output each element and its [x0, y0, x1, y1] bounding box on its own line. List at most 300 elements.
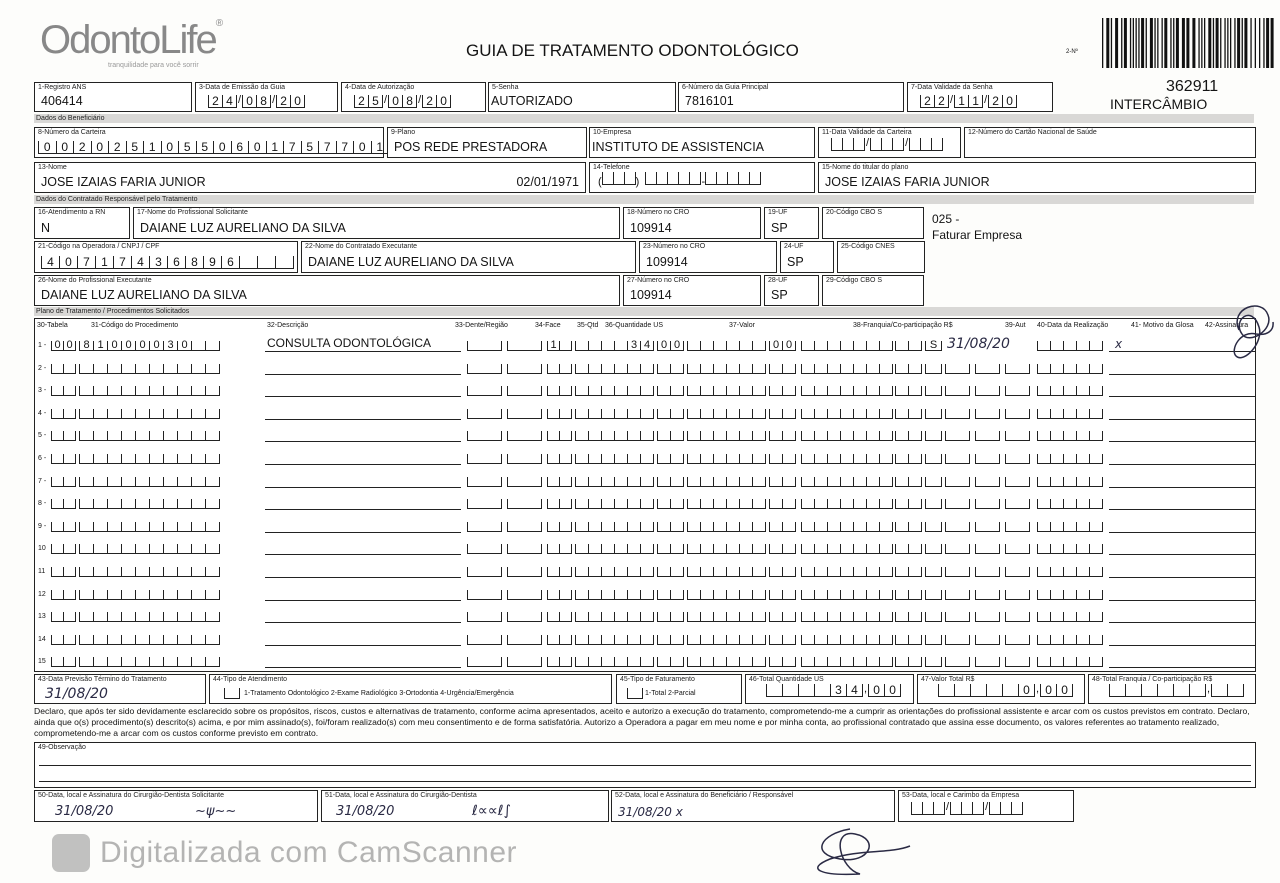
- digit-cell: [870, 138, 881, 151]
- data-month-cell: [975, 477, 1000, 487]
- franquia-dec-cell: [895, 477, 909, 487]
- valor-int-cell: [687, 341, 701, 351]
- codigo-cell: [191, 567, 206, 577]
- franquia-int-cell: [866, 499, 880, 509]
- codigo-cell: [135, 499, 150, 509]
- label: 48-Total Franquia / Co-participação R$: [1092, 676, 1213, 683]
- digit-cell: 0: [884, 684, 901, 697]
- data-month-cell: [975, 386, 1000, 396]
- glosa-cell: [1076, 544, 1090, 554]
- codigo-cell: [163, 590, 178, 600]
- descricao-line: [265, 577, 461, 578]
- label: 51-Data, local e Assinatura do Cirurgião-Dentista: [325, 792, 477, 799]
- glosa-cell: [1050, 590, 1064, 600]
- franquia-dec-cell: [908, 590, 922, 600]
- valor-int-cell: [700, 364, 714, 374]
- valor-int-cell: [726, 431, 740, 441]
- valor-int-cell: [713, 522, 727, 532]
- franquia-int-cell: [853, 635, 867, 645]
- valor-dec-cell: [769, 590, 783, 600]
- us-dec-cell: [670, 544, 684, 554]
- qtd-cell: [559, 522, 572, 532]
- telefone-empty: ( ) -: [598, 172, 761, 190]
- barcode-bar: [1186, 18, 1189, 68]
- assinatura-line: [1109, 667, 1255, 668]
- us-int-cell: [614, 341, 628, 351]
- valor-int-cell: [726, 409, 740, 419]
- codigo-cell: [163, 522, 178, 532]
- digit-cell: [831, 138, 842, 151]
- us-int-cell: [588, 409, 602, 419]
- us-int-cell: [640, 590, 654, 600]
- observacao-line-1: [39, 765, 1251, 766]
- valor-int-cell: [726, 386, 740, 396]
- codigo-cell: [177, 590, 192, 600]
- franquia-int-cell: [853, 386, 867, 396]
- codigo-cell: [205, 657, 220, 667]
- descricao-line: [265, 464, 461, 465]
- guia-type: INTERCÂMBIO: [1110, 96, 1208, 112]
- franquia-int-cell: [866, 612, 880, 622]
- glosa-cell: [1037, 544, 1051, 554]
- valor-int-cell: [713, 431, 727, 441]
- glosa-cell: [1063, 590, 1077, 600]
- data-day-cell: [945, 454, 970, 464]
- glosa-cell: [1076, 386, 1090, 396]
- valor-int-cell: [700, 477, 714, 487]
- codigo-cell: [93, 409, 108, 419]
- franquia-int-cell: [840, 612, 854, 622]
- glosa-cell: [1037, 341, 1051, 351]
- digit-cell: 0: [242, 95, 256, 108]
- franquia-int-cell: [827, 364, 841, 374]
- label: 20-Código CBO S: [826, 209, 883, 216]
- glosa-cell: [1037, 364, 1051, 374]
- codigo-cell: [177, 431, 192, 441]
- dente-cell: [467, 612, 502, 622]
- digit-cell: 7: [318, 141, 336, 154]
- data-day-cell: [945, 567, 970, 577]
- us-int-cell: [640, 431, 654, 441]
- digit-cell: [970, 684, 986, 697]
- valor-int-cell: [739, 364, 753, 374]
- codigo-cell: [191, 341, 206, 351]
- glosa-cell: [1076, 657, 1090, 667]
- nome-value: JOSE IZAIAS FARIA JUNIOR: [41, 175, 206, 189]
- franquia-int-cell: [866, 431, 880, 441]
- glosa-cell: [1089, 364, 1103, 374]
- codigo-cell: [79, 409, 94, 419]
- codigo-cell: [93, 567, 108, 577]
- face-cell: [507, 477, 542, 487]
- data-year-cell: [1005, 567, 1030, 577]
- data-month-cell: [975, 409, 1000, 419]
- franquia-int-cell: [814, 499, 828, 509]
- digit-cell: 2: [422, 95, 436, 108]
- franquia-dec-cell: [908, 409, 922, 419]
- franquia-dec-cell: [908, 364, 922, 374]
- us-int-cell: [588, 635, 602, 645]
- observacao-line-2: [39, 781, 1251, 782]
- separator: /: [950, 94, 954, 106]
- field-cnes: [837, 241, 925, 273]
- us-int-cell: [614, 409, 628, 419]
- glosa-cell: [1089, 612, 1103, 622]
- face-cell: [507, 386, 542, 396]
- digit-cell: [1227, 684, 1244, 697]
- franquia-int-cell: [879, 590, 893, 600]
- codigo-cell: [149, 386, 164, 396]
- codigo-cell: [79, 364, 94, 374]
- valor-int-cell: [713, 499, 727, 509]
- codigo-cell: [121, 364, 136, 374]
- data-year-cell: [1005, 386, 1030, 396]
- codigo-cell: [121, 612, 136, 622]
- digit-cell: [1000, 802, 1011, 815]
- glosa-cell: [1063, 386, 1077, 396]
- us-int-cell: [588, 544, 602, 554]
- valor-int-cell: [687, 386, 701, 396]
- franquia-int-cell: [814, 544, 828, 554]
- dente-cell: [467, 567, 502, 577]
- valor-dec-cell: [782, 635, 796, 645]
- valor-dec-cell: [769, 657, 783, 667]
- codigo-cell: [191, 612, 206, 622]
- barcode-bar: [1121, 18, 1122, 68]
- dente-cell: [467, 477, 502, 487]
- valor-int-cell: [739, 409, 753, 419]
- codigo-cell: [205, 544, 220, 554]
- digit-cell: [1011, 802, 1023, 815]
- franquia-int-cell: [866, 522, 880, 532]
- cro-23-value: 109914: [646, 255, 688, 269]
- codigo-cell: [79, 522, 94, 532]
- franquia-int-cell: [840, 409, 854, 419]
- franquia-dec-cell: [908, 544, 922, 554]
- franquia-int-cell: [866, 567, 880, 577]
- aut-cell: S: [925, 341, 942, 351]
- glosa-cell: [1089, 635, 1103, 645]
- franquia-int-cell: [840, 499, 854, 509]
- field-cro-18: [623, 207, 761, 239]
- glosa-cell: [1037, 499, 1051, 509]
- us-int-cell: [575, 522, 589, 532]
- aut-cell: [925, 477, 942, 487]
- assinatura-line: [1109, 464, 1255, 465]
- us-int-cell: [614, 364, 628, 374]
- digit-cell: [986, 684, 1002, 697]
- codigo-cell: [149, 431, 164, 441]
- us-int-cell: [640, 544, 654, 554]
- us-int-cell: [640, 612, 654, 622]
- codigo-cell: [191, 409, 206, 419]
- digit-cell: [938, 684, 954, 697]
- codigo-cell: [93, 431, 108, 441]
- us-int-cell: [601, 590, 615, 600]
- codigo-cell: [163, 544, 178, 554]
- valor-int-cell: [713, 364, 727, 374]
- codigo-cell: [205, 454, 220, 464]
- franquia-dec-cell: [895, 454, 909, 464]
- us-int-cell: [640, 386, 654, 396]
- digit-cell: 9: [203, 256, 221, 269]
- assinatura-beneficiario-date: 31/08/20 x: [618, 805, 683, 819]
- codigo-cell: [191, 386, 206, 396]
- us-int-cell: [588, 364, 602, 374]
- valor-int-cell: [726, 522, 740, 532]
- data-year-cell: [1005, 364, 1030, 374]
- franquia-int-cell: [801, 386, 815, 396]
- us-int-cell: [601, 567, 615, 577]
- valor-dec-cell: [769, 454, 783, 464]
- codigo-cell: 0: [121, 341, 136, 351]
- us-int-cell: [575, 454, 589, 464]
- data-month-cell: [975, 612, 1000, 622]
- table-row: [35, 651, 1255, 669]
- row-number: 8 -: [38, 500, 47, 508]
- codigo-cell: [93, 454, 108, 464]
- plano-value: POS REDE PRESTADORA: [394, 140, 548, 154]
- codigo-cell: [135, 657, 150, 667]
- valor-int-cell: [713, 612, 727, 622]
- digit-group: [1109, 684, 1206, 697]
- row-number: 1 -: [38, 342, 47, 349]
- valor-int-cell: [700, 544, 714, 554]
- digit-group: [645, 172, 701, 185]
- digit-cell: [1157, 684, 1173, 697]
- qtd-cell: [559, 567, 572, 577]
- us-dec-cell: [670, 499, 684, 509]
- codigo-cell: [135, 431, 150, 441]
- franquia-int-cell: [879, 431, 893, 441]
- label: 53-Data, local e Carimbo da Empresa: [902, 792, 1020, 799]
- field-codigo-operadora: [34, 241, 298, 273]
- us-dec-cell: [657, 431, 671, 441]
- field-assinatura-dentista: [321, 790, 609, 822]
- us-int-cell: [575, 590, 589, 600]
- us-int-cell: [601, 657, 615, 667]
- separator: /: [985, 801, 989, 813]
- us-dec-cell: [657, 499, 671, 509]
- franquia-int-cell: [827, 522, 841, 532]
- field-cro-27: [623, 275, 761, 306]
- descricao-line: [265, 645, 461, 646]
- barcode-bar: [1111, 18, 1112, 68]
- valor-dec-cell: [769, 567, 783, 577]
- valor-dec-cell: [769, 386, 783, 396]
- digit-cell: 0: [388, 95, 402, 108]
- glosa-cell: [1089, 409, 1103, 419]
- separator: /: [984, 94, 988, 106]
- us-int-cell: [640, 567, 654, 577]
- barcode-bar: [1237, 18, 1240, 68]
- assinatura-line: [1109, 645, 1255, 646]
- franquia-int-cell: [853, 477, 867, 487]
- digit-cell: 1: [371, 141, 390, 154]
- glosa-cell: [1050, 544, 1064, 554]
- valor-int-cell: [687, 364, 701, 374]
- data-day-cell: [945, 522, 970, 532]
- franquia-int-cell: [866, 544, 880, 554]
- franquia-int-cell: [879, 477, 893, 487]
- table-row: [35, 561, 1255, 579]
- us-int-cell: [575, 544, 589, 554]
- glosa-cell: [1050, 522, 1064, 532]
- franquia-int-cell: [814, 364, 828, 374]
- signature-beneficiario-scribble: [800, 824, 920, 880]
- valor-int-cell: [726, 590, 740, 600]
- franquia-int-cell: [853, 454, 867, 464]
- valor-int-cell: [687, 567, 701, 577]
- field-cbo-20: [822, 207, 924, 239]
- codigo-cell: [149, 477, 164, 487]
- franquia-dec-cell: [895, 544, 909, 554]
- codigo-cell: [93, 499, 108, 509]
- codigo-cell: [107, 409, 122, 419]
- franquia-int-cell: [801, 612, 815, 622]
- valor-dec-cell: [782, 499, 796, 509]
- valor-int-cell: [739, 635, 753, 645]
- tipo-faturamento-checkbox[interactable]: [627, 688, 643, 699]
- digit-cell: [624, 172, 636, 185]
- valor-int-cell: [752, 364, 766, 374]
- label: 17-Nome do Profissional Solicitante: [137, 209, 248, 216]
- aut-cell: [925, 657, 942, 667]
- glosa-cell: [1037, 454, 1051, 464]
- data-month-cell: [975, 364, 1000, 374]
- descricao-line: [265, 600, 461, 601]
- tabela-cell: [63, 477, 76, 487]
- us-int-cell: [601, 431, 615, 441]
- field-titular: [818, 162, 1256, 193]
- field-uf-24: [780, 241, 834, 273]
- franquia-int-cell: [879, 409, 893, 419]
- digit-cell: [954, 684, 970, 697]
- codigo-cell: [93, 612, 108, 622]
- valor-dec-cell: [769, 635, 783, 645]
- column-header: 39-Aut: [1005, 322, 1026, 329]
- valor-int-cell: [687, 454, 701, 464]
- data-month-cell: [975, 454, 1000, 464]
- digit-cell: [842, 138, 853, 151]
- label: 47-Valor Total R$: [921, 676, 975, 683]
- glosa-cell: [1050, 612, 1064, 622]
- aut-cell: [925, 454, 942, 464]
- face-cell: [507, 454, 542, 464]
- barcode-bar: [1234, 18, 1235, 68]
- aut-cell: [925, 386, 942, 396]
- us-int-cell: [588, 341, 602, 351]
- valor-int-cell: [687, 657, 701, 667]
- digit-cell: 0: [38, 141, 56, 154]
- us-int-cell: [575, 499, 589, 509]
- us-dec-cell: [657, 409, 671, 419]
- empresa-value: INSTITUTO DE ASSISTENCIA: [592, 140, 765, 154]
- franquia-int-cell: [814, 431, 828, 441]
- valor-dec-cell: [769, 612, 783, 622]
- tabela-cell: 0: [63, 341, 76, 351]
- us-int-cell: [627, 431, 641, 441]
- franquia-int-cell: [840, 522, 854, 532]
- digit-cell: 0: [1018, 684, 1035, 697]
- valor-dec-cell: [782, 590, 796, 600]
- us-int-cell: [575, 364, 589, 374]
- digit-cell: [645, 172, 656, 185]
- us-int-cell: [601, 499, 615, 509]
- odontolife-logo: [40, 18, 223, 70]
- data-realizacao-value: 31/08/20: [947, 336, 1010, 352]
- franquia-int-cell: [879, 341, 893, 351]
- valor-int-cell: [700, 431, 714, 441]
- camscanner-icon: [52, 834, 90, 872]
- qtd-cell: [559, 499, 572, 509]
- digit-cell: [613, 172, 624, 185]
- previsao-termino-value: 31/08/20: [45, 686, 108, 702]
- descricao-line: [265, 554, 461, 555]
- senha-value: AUTORIZADO: [491, 94, 573, 108]
- digit-cell: [922, 802, 933, 815]
- profissional-solicitante-value: DAIANE LUZ AURELIANO DA SILVA: [140, 221, 346, 235]
- codigo-cell: [107, 386, 122, 396]
- digit-cell: 6: [221, 256, 239, 269]
- tipo-atendimento-checkbox[interactable]: [224, 688, 240, 699]
- digit-cell: [814, 684, 830, 697]
- separator: ,: [1207, 683, 1211, 695]
- franquia-int-cell: [827, 477, 841, 487]
- franquia-int-cell: [879, 364, 893, 374]
- valor-int-cell: [739, 386, 753, 396]
- separator: /: [238, 94, 242, 106]
- franquia-dec-cell: [895, 567, 909, 577]
- table-row: [35, 471, 1255, 489]
- franquia-int-cell: [853, 544, 867, 554]
- assinatura-line: [1109, 509, 1255, 510]
- row-number: 11: [38, 568, 46, 575]
- glosa-cell: [1089, 522, 1103, 532]
- digit-cell: 0: [290, 95, 305, 108]
- barcode-bar: [1157, 18, 1158, 68]
- us-int-cell: [614, 590, 628, 600]
- valor-dec-cell: 0: [769, 341, 783, 351]
- descricao-line: [265, 351, 461, 352]
- label: 27-Número no CRO: [627, 277, 690, 284]
- field-atendimento-rn: [34, 207, 130, 239]
- section-beneficiario: Dados do Beneficiário: [34, 114, 1254, 123]
- franquia-int-cell: [840, 590, 854, 600]
- valor-int-cell: [752, 431, 766, 441]
- field-carimbo-empresa: [898, 790, 1074, 822]
- tabela-cell: [63, 364, 76, 374]
- valor-int-cell: [687, 544, 701, 554]
- valor-int-cell: [700, 657, 714, 667]
- aut-cell: [925, 364, 942, 374]
- separator: /: [905, 137, 909, 149]
- row-number: 15: [38, 658, 46, 666]
- us-int-cell: [588, 612, 602, 622]
- digit-cell: 1: [143, 141, 161, 154]
- assinatura-solicitante-date: 31/08/20: [55, 804, 114, 819]
- glosa-cell: [1050, 657, 1064, 667]
- codigo-cell: [93, 635, 108, 645]
- digit-cell: 5: [126, 141, 144, 154]
- digit-cell: [853, 138, 865, 151]
- valor-int-cell: [739, 567, 753, 577]
- valor-dec-cell: [769, 409, 783, 419]
- glosa-cell: [1076, 635, 1090, 645]
- franquia-int-cell: [853, 567, 867, 577]
- glosa-cell: [1089, 431, 1103, 441]
- digit-cell: [881, 138, 892, 151]
